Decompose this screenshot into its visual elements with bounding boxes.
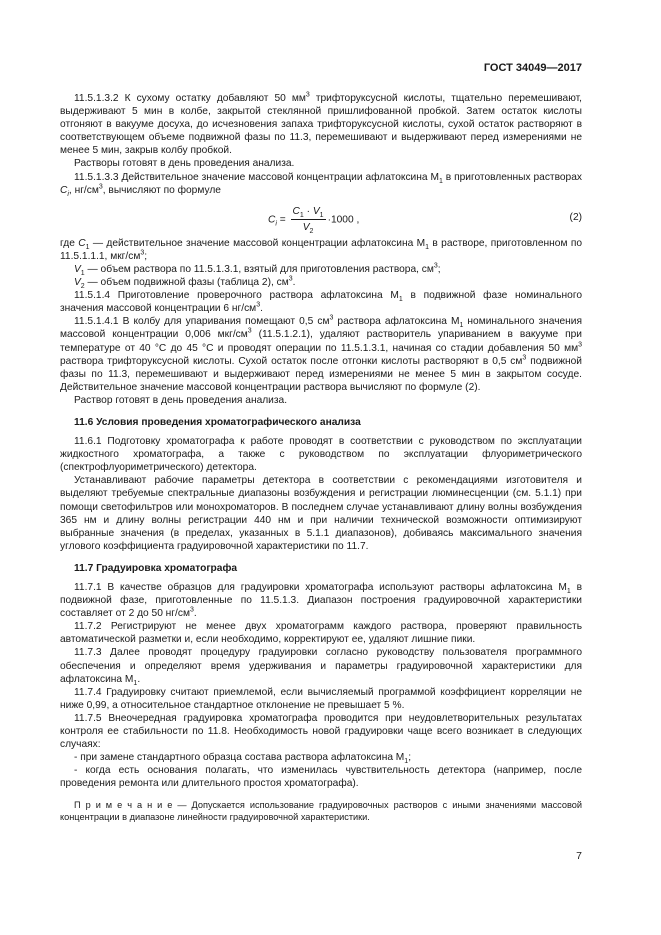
page-number: 7 — [576, 850, 582, 862]
paragraph-detector-parameters: Устанавливают рабочие параметры детектора в соответствии с рекомендациями изготовителя и выделяют требуемые спектральные диапазоны возбуждения и регистрации люминесценции (см. 5.1.1) при помощи светофильтров или монохроматоров. В последнем случае устанавливают длину волны возбуждения 365 нм и длину волны регистрации 440 нм и при наличии технической возможности оптимизируют выбранные значения (в пределах, указанных в 5.1.1 диапазонов), добиваясь максимального значения углового коэффициента градуировочной характеристики по 11.7. — [60, 475, 582, 552]
paragraph-solutions-day: Растворы готовят в день проведения анализа. — [74, 158, 295, 170]
paragraph-11-5-1-3-2: 11.5.1.3.2 К сухому остатку добавляют 50 $мм^3$ трифторуксусной кислоты, тщательно перемешивают, выдерживают 5 мин в колбе, закрытой стеклянной пришлифованной пробкой. Затем остаток кислоты отгоняют в вакууме досуха, до исчезновения запаха трифторуксусной кислоты, сухой остаток растворяют в соответствующем объеме подвижной фазы по 11.3, перемешивают и выдерживают перед измерениями не менее 5 мин, закрыв колбу пробкой. — [60, 91, 582, 157]
document-id: ГОСТ 34049—2017 — [483, 62, 582, 74]
note: П р и м е ч а н и е — Допускается использование градуировочных растворов с иными значениями массовой концентрации в диапазоне линейности градуировочной характеристики. — [60, 799, 582, 822]
where-v1: $V_1$ — объем раствора по 11.5.1.3.1, взятый для приготовления раствора, $см^3$; — [74, 262, 441, 277]
formula-2 — [60, 203, 582, 233]
paragraph-11-5-1-3-3: 11.5.1.3.3 Действительное значение массовой концентрации афлатоксина $М_1$ в приготовленных растворах $C_i$, $нг/см^3$, вычисляют по формуле — [60, 171, 582, 198]
section-heading-11-6: 11.6 Условия проведения хроматографического анализа — [74, 416, 361, 428]
section-heading-11-7: 11.7 Градуировка хроматографа — [74, 562, 238, 574]
list-item: - при замене стандартного образца состава раствора афлатоксина $М_1$; — [74, 752, 412, 766]
paragraph-11-5-1-4-1: 11.5.1.4.1 В колбу для упаривания помещают 0,5 $см^3$ раствора афлатоксина $М_1$ номинального значения массовой концентрации 0,006 мкг/$см^3$ (11.5.1.2.1), удаляют растворитель упариванием в вакууме при температуре от 40 °С до 45 °С и проводят операции по 11.5.1.3.1, начиная со стадии добавления 50 $мм^3$ раствора трифторуксусной кислоты. Сухой остаток после отгонки кислоты растворяют в 0,5 $см^3$ подвижной фазы по 11.3, перемешивают и выдерживают перед измерениями не менее 5 мин в закрытом сосуде. Действительное значение массовой концентрации раствора вычисляют по формуле (2). — [60, 314, 583, 393]
formula-number: (2) — [569, 211, 582, 223]
paragraph-11-7-1: 11.7.1 В качестве образцов для градуировки хроматографа используют растворы афлатоксина $М_1$ в подвижной фазе, приготовленные по 11.5.1.3. Диапазон построения градуировочной характеристики составляет от 2 до 50 $нг/см^3$. — [60, 582, 583, 620]
paragraph-11-7-5: 11.7.5 Внеочередная градуировка хроматографа проводится при неудовлетворительных результатах контроля ее стабильности по 11.8. Необходимость новой градуировки чаще всего возникает в следующих случаях: — [60, 712, 582, 751]
paragraph-11-7-4: 11.7.4 Градуировку считают приемлемой, если вычисляемый программой коэффициент корреляции не ниже 0,99, а относительное стандартное отклонение не превышает 5 %. — [60, 686, 582, 711]
list-item: - когда есть основания полагать, что изменилась чувствительность детектора (например, после проведения ремонта или длительного простоя хроматографа). — [60, 765, 582, 790]
document-body — [60, 92, 582, 823]
where-v2: $V_2$ — объем подвижной фазы (таблица 2), $см^3$. — [74, 275, 296, 291]
paragraph-11-7-3: 11.7.3 Далее проводят процедуру градуировки согласно руководству пользователя программного обеспечения и определяют время удерживания и параметры градуировочной характеристики для афлатоксина $М_1$. — [60, 647, 582, 687]
formula-fraction: $\frac{C_1 \cdot V_1}{V_2}$ — [292, 205, 324, 235]
paragraph-solution-day: Раствор готовят в день проведения анализа. — [74, 394, 288, 406]
paragraph-11-6-1: 11.6.1 Подготовку хроматографа к работе проводят в соответствии с руководством по эксплуатации жидкостного хроматографа, а также с руководством по эксплуатации флуориметрического (спектрофлуориметрического) детектора. — [60, 436, 582, 474]
paragraph-11-7-2: 11.7.2 Регистрируют не менее двух хроматограмм каждого раствора, проверяют правильность автоматической разметки и, если необходимо, корректируют ее, удаляют лишние пики. — [60, 621, 582, 646]
formula-expression: $C_i$ = $\frac{C_1 \cdot V_1}{V_2}$ ·1000 , — [268, 205, 360, 235]
paragraph-11-5-1-4: 11.5.1.4 Приготовление проверочного раствора афлатоксина $М_1$ в подвижной фазе номинального значения массовой концентрации 6 $нг/см^3$. — [60, 290, 582, 315]
where-c1: где $C_1$ — действительное значение массовой концентрации афлатоксина $М_1$ в растворе, приготовленном по 11.5.1.1.1, мкг/$см^3$; — [60, 237, 583, 262]
